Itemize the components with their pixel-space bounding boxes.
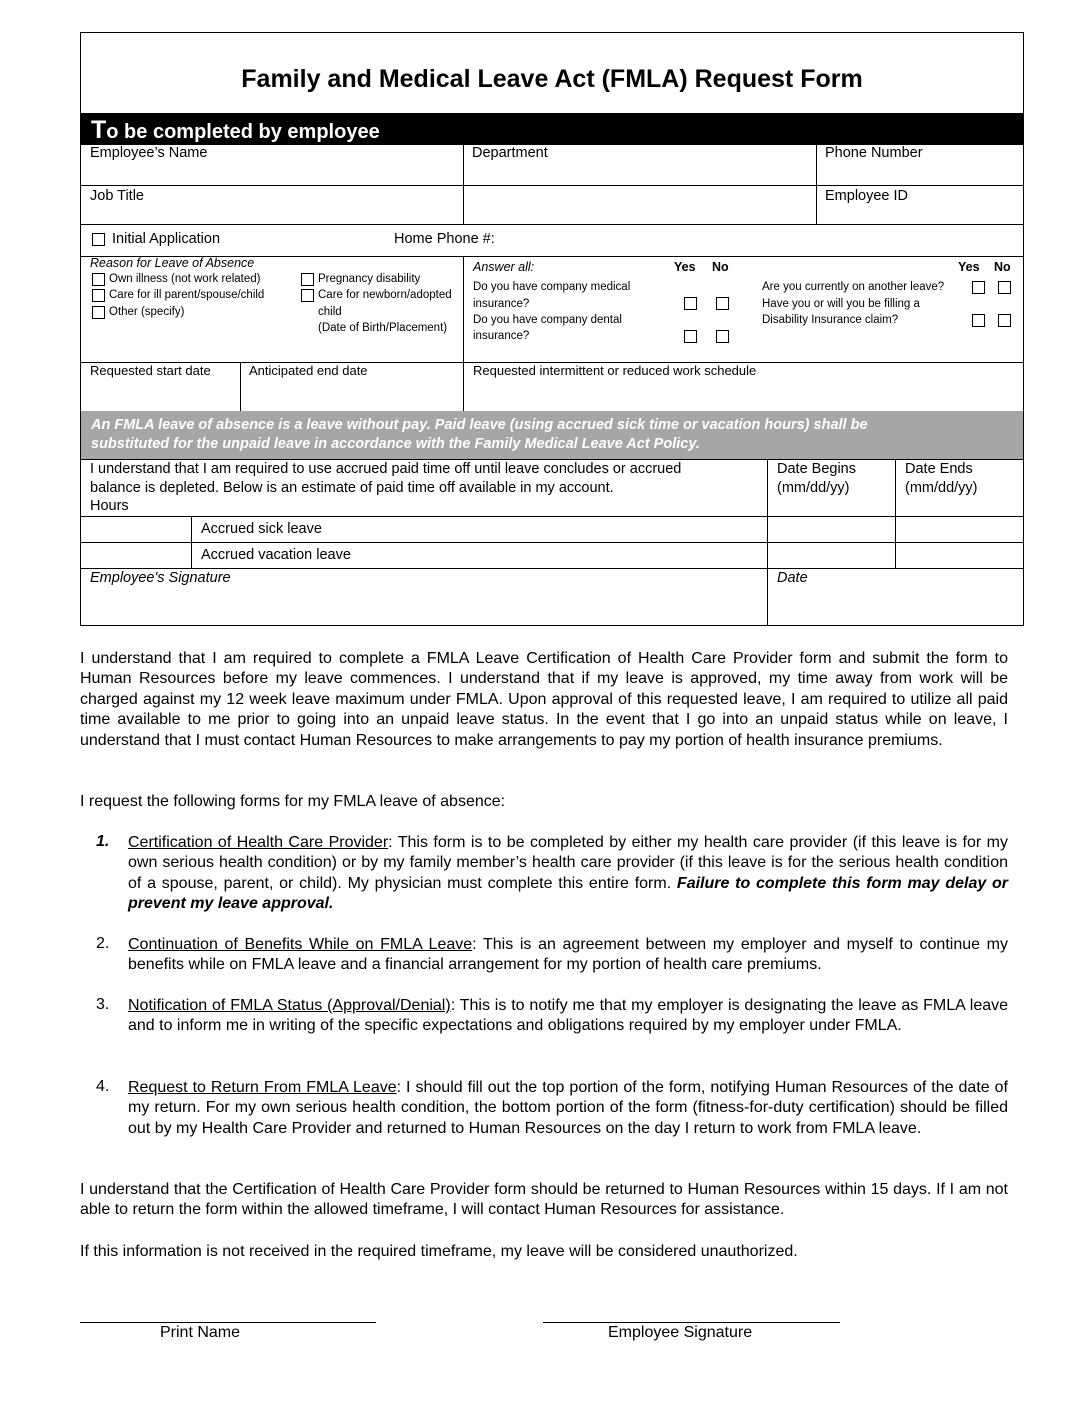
no-header: No xyxy=(712,260,729,274)
employee-signature-bottom-label: Employee Signature xyxy=(608,1324,753,1341)
pregnancy-label: Pregnancy disability xyxy=(318,273,421,285)
divider xyxy=(463,256,464,411)
accrued-sick-leave-label: Accrued sick leave xyxy=(201,521,322,537)
list-item-title: Request to Return From FMLA Leave xyxy=(128,1079,397,1096)
employee-signature-label: Employee's Signature xyxy=(90,570,231,586)
list-item xyxy=(128,833,1008,915)
list-item-number: 2. xyxy=(96,935,110,952)
other-reason-label: Other (specify) xyxy=(109,306,185,318)
date-begins-format: (mm/dd/yy) xyxy=(777,480,850,496)
print-name-line[interactable] xyxy=(80,1322,376,1323)
care-newborn-label-2: child xyxy=(318,306,342,318)
list-item-number: 1. xyxy=(96,833,110,850)
section-header-text: o be completed by employee xyxy=(106,121,380,143)
own-illness-label: Own illness (not work related) xyxy=(109,273,261,285)
own-illness-checkbox[interactable] xyxy=(92,273,105,286)
form-title: Family and Medical Leave Act (FMLA) Request Form xyxy=(241,65,863,93)
return-deadline-paragraph: I understand that the Certification of Health Care Provider form should be returned to Human Resources within 15 days. If I am not able to return the form within the allowed timeframe, I will contact Human Resources for assistance. xyxy=(80,1181,1008,1219)
list-item-number: 3. xyxy=(96,996,110,1013)
another-leave-question: Are you currently on another leave? xyxy=(762,281,945,293)
yes-header-right: Yes xyxy=(958,260,980,274)
list-item-emphasis: Failure to complete this form may delay or prevent my leave approval. xyxy=(128,874,1009,913)
pto-statement-line-1: I understand that I am required to use accrued paid time off until leave concludes or accrued xyxy=(90,461,682,477)
dental-insurance-yes-checkbox[interactable] xyxy=(684,330,697,343)
disability-claim-question: Have you or will you be filling a xyxy=(762,298,920,310)
another-leave-yes-checkbox[interactable] xyxy=(972,281,985,294)
fmla-request-form xyxy=(80,32,1024,626)
list-item-text: : I should fill out the top portion of the form, notifying Human Resources of the date of my return. For my own serious health condition, the bottom portion of the form (fitness-for-duty certification) should be filled out by my Health Care Provider and returned to Human Resources on the day I return to work from FMLA leave. xyxy=(128,1079,1008,1137)
list-item-text: : This is an agreement between my employer and myself to continue my benefits while on FMLA leave and a financial arrangement for my portion of health care premiums. xyxy=(128,936,1009,974)
divider xyxy=(81,516,1023,517)
medical-insurance-no-checkbox[interactable] xyxy=(716,297,729,310)
date-begins-label: Date Begins xyxy=(777,461,856,477)
list-item xyxy=(128,996,1008,1037)
divider xyxy=(895,459,896,568)
divider xyxy=(816,145,817,224)
medical-insurance-yes-checkbox[interactable] xyxy=(684,297,697,310)
list-item-title: Certification of Health Care Provider xyxy=(128,834,389,851)
dental-insurance-question-2: insurance? xyxy=(473,330,530,342)
list-item-number: 4. xyxy=(96,1078,110,1095)
care-newborn-checkbox[interactable] xyxy=(301,289,314,302)
divider xyxy=(463,145,464,224)
medical-insurance-question-2: insurance? xyxy=(473,298,530,310)
department-label: Department xyxy=(472,145,548,161)
list-item-title: Continuation of Benefits While on FMLA Leave xyxy=(128,936,473,953)
care-ill-family-label: Care for ill parent/spouse/child xyxy=(109,289,265,301)
notice-line-1: An FMLA leave of absence is a leave without pay. Paid leave (using accrued sick time or vacation hours) shall be xyxy=(91,417,868,433)
list-item-text: : This is to notify me that my employer is designating the leave as FMLA leave and to inform me in writing of the specific expectations and obligations required by my employer under FMLA. xyxy=(128,997,1009,1035)
employee-signature-line[interactable] xyxy=(543,1322,840,1323)
initial-application-label: Initial Application xyxy=(112,231,221,247)
yes-header: Yes xyxy=(674,260,696,274)
end-date-label: Anticipated end date xyxy=(249,363,368,378)
list-item-text: : This form is to be completed by either my health care provider (if this leave is for my own serious health condition) or by my family member’s health care provider (if this leave is for the serious health condition of a spouse, parent, or child). My physician must complete this entire form. xyxy=(128,834,1008,892)
date-ends-format: (mm/dd/yy) xyxy=(905,480,978,496)
dental-insurance-question: Do you have company dental xyxy=(473,314,622,326)
disability-claim-no-checkbox[interactable] xyxy=(998,314,1011,327)
divider xyxy=(191,516,192,568)
other-reason-checkbox[interactable] xyxy=(92,306,105,319)
disability-claim-yes-checkbox[interactable] xyxy=(972,314,985,327)
phone-number-label: Phone Number xyxy=(825,145,923,161)
accrued-vacation-leave-label: Accrued vacation leave xyxy=(201,547,351,563)
no-header-right: No xyxy=(994,260,1011,274)
pto-statement-line-2: balance is depleted. Below is an estimate of paid time off available in my account. xyxy=(90,480,614,496)
intermittent-schedule-label: Requested intermittent or reduced work schedule xyxy=(473,363,757,378)
divider xyxy=(240,362,241,411)
care-newborn-date-label: (Date of Birth/Placement) xyxy=(318,322,448,334)
date-ends-label: Date Ends xyxy=(905,461,973,477)
reason-heading: Reason for Leave of Absence xyxy=(90,256,255,270)
care-newborn-label: Care for newborn/adopted xyxy=(318,289,452,301)
section-header-initial: T xyxy=(91,116,107,144)
list-item xyxy=(128,1078,1008,1139)
dental-insurance-no-checkbox[interactable] xyxy=(716,330,729,343)
employee-name-label: Employee’s Name xyxy=(90,145,208,161)
list-item xyxy=(128,935,1008,976)
notice-line-2: substituted for the unpaid leave in accordance with the Family Medical Leave Act Policy. xyxy=(91,436,700,452)
pregnancy-checkbox[interactable] xyxy=(301,273,314,286)
request-forms-intro: I request the following forms for my FMLA leave of absence: xyxy=(80,793,506,810)
divider xyxy=(81,224,1023,225)
unpaid-leave-notice xyxy=(81,411,1023,459)
divider xyxy=(81,459,1023,460)
divider xyxy=(767,459,768,625)
certification-paragraph: I understand that I am required to complete a FMLA Leave Certification of Health Care Provider form and submit the form to Human Resources before my leave commences. I understand that if my leave is approved, my time away from work will be charged against my 12 week leave maximum under FMLA. Upon approval of this requested leave, I am required to utilize all paid time available to me prior to going into an unpaid leave status. In the event that I go into an unpaid status while on leave, I understand that I must contact Human Resources to make arrangements to pay my portion of health insurance premiums. xyxy=(80,650,1008,749)
job-title-label: Job Title xyxy=(90,188,144,204)
another-leave-no-checkbox[interactable] xyxy=(998,281,1011,294)
answer-all-label: Answer all: xyxy=(473,260,535,274)
unauthorized-notice: If this information is not received in the required timeframe, my leave will be considered unauthorized. xyxy=(80,1243,798,1260)
divider xyxy=(81,568,1023,569)
medical-insurance-question: Do you have company medical xyxy=(473,281,631,293)
start-date-label: Requested start date xyxy=(90,363,211,378)
date-label: Date xyxy=(777,570,808,586)
section-header xyxy=(81,113,1023,145)
disability-claim-question-2: Disability Insurance claim? xyxy=(762,314,899,326)
initial-application-checkbox[interactable] xyxy=(92,233,105,246)
print-name-label: Print Name xyxy=(160,1324,241,1341)
employee-id-label: Employee ID xyxy=(825,188,909,204)
divider xyxy=(81,185,1023,186)
divider xyxy=(81,542,1023,543)
list-item-title: Notification of FMLA Status (Approval/Denial) xyxy=(128,997,451,1014)
care-ill-family-checkbox[interactable] xyxy=(92,289,105,302)
hours-label: Hours xyxy=(90,498,129,514)
home-phone-label: Home Phone #: xyxy=(394,231,495,247)
